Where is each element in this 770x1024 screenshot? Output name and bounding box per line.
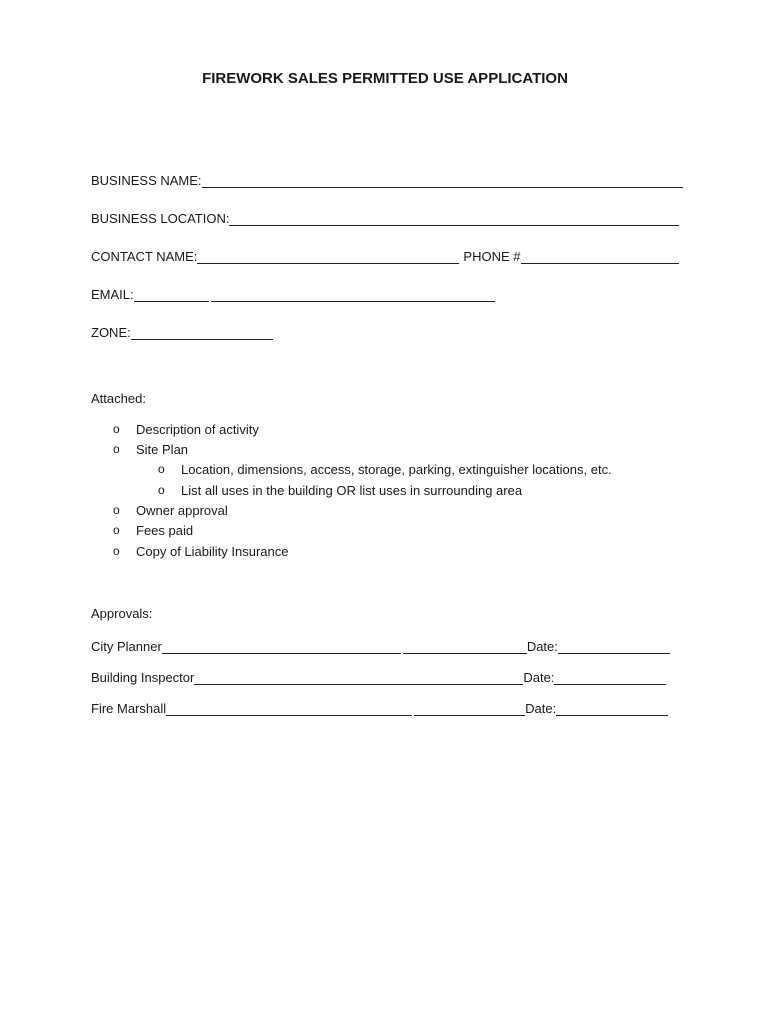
contact-name-label: CONTACT NAME:: [91, 249, 198, 264]
building-inspector-date-field[interactable]: [554, 670, 666, 685]
circle-bullet-icon: o: [158, 483, 165, 497]
business-name-field[interactable]: [202, 173, 683, 188]
date-label: Date:: [526, 639, 558, 654]
business-name-row: [91, 170, 683, 188]
approval-row-fire-marshall: [91, 698, 668, 716]
form-title: FIREWORK SALES PERMITTED USE APPLICATION: [202, 70, 568, 87]
approval-role-label: Building Inspector: [91, 670, 195, 685]
attached-item-label: Description of activity: [136, 422, 259, 437]
approval-row-city-planner: [91, 636, 670, 654]
business-name-label: BUSINESS NAME:: [91, 173, 202, 188]
city-planner-signature-field-extension[interactable]: [403, 639, 527, 654]
building-inspector-signature-field[interactable]: [194, 670, 523, 685]
circle-bullet-icon: o: [158, 462, 165, 476]
approval-row-building-inspector: [91, 667, 666, 685]
phone-field[interactable]: [521, 249, 679, 264]
email-row: [91, 284, 495, 302]
approvals-heading: Approvals:: [91, 606, 153, 621]
circle-bullet-icon: o: [113, 544, 120, 558]
attached-item-label: Copy of Liability Insurance: [136, 544, 289, 559]
zone-row: [91, 322, 273, 340]
date-label: Date:: [523, 670, 555, 685]
circle-bullet-icon: o: [113, 523, 120, 537]
business-location-label: BUSINESS LOCATION:: [91, 211, 230, 226]
city-planner-signature-field[interactable]: [162, 639, 401, 654]
circle-bullet-icon: o: [113, 422, 120, 436]
attached-subitem-label: Location, dimensions, access, storage, parking, extinguisher locations, etc.: [181, 462, 612, 477]
zone-label: ZONE:: [91, 325, 131, 340]
email-field-part-2[interactable]: [211, 287, 495, 302]
contact-phone-row: [91, 246, 679, 264]
business-location-field[interactable]: [229, 211, 679, 226]
phone-label: PHONE #: [463, 249, 521, 264]
attached-item-label: Site Plan: [136, 442, 189, 457]
approval-role-label: Fire Marshall: [91, 701, 167, 716]
attached-subitem-label: List all uses in the building OR list uses in surrounding area: [181, 483, 523, 498]
email-label: EMAIL:: [91, 287, 134, 302]
attached-heading: Attached:: [91, 391, 146, 406]
email-field-part-1[interactable]: [134, 287, 209, 302]
attached-item-label: Owner approval: [136, 503, 228, 518]
circle-bullet-icon: o: [113, 442, 120, 456]
fire-marshall-signature-field[interactable]: [166, 701, 412, 716]
attached-item-label: Fees paid: [136, 523, 194, 538]
fire-marshall-signature-field-extension[interactable]: [414, 701, 525, 716]
zone-field[interactable]: [131, 325, 273, 340]
contact-name-field[interactable]: [197, 249, 459, 264]
city-planner-date-field[interactable]: [558, 639, 670, 654]
approval-role-label: City Planner: [91, 639, 162, 654]
circle-bullet-icon: o: [113, 503, 120, 517]
fire-marshall-date-field[interactable]: [556, 701, 668, 716]
date-label: Date:: [525, 701, 557, 716]
business-location-row: [91, 208, 679, 226]
